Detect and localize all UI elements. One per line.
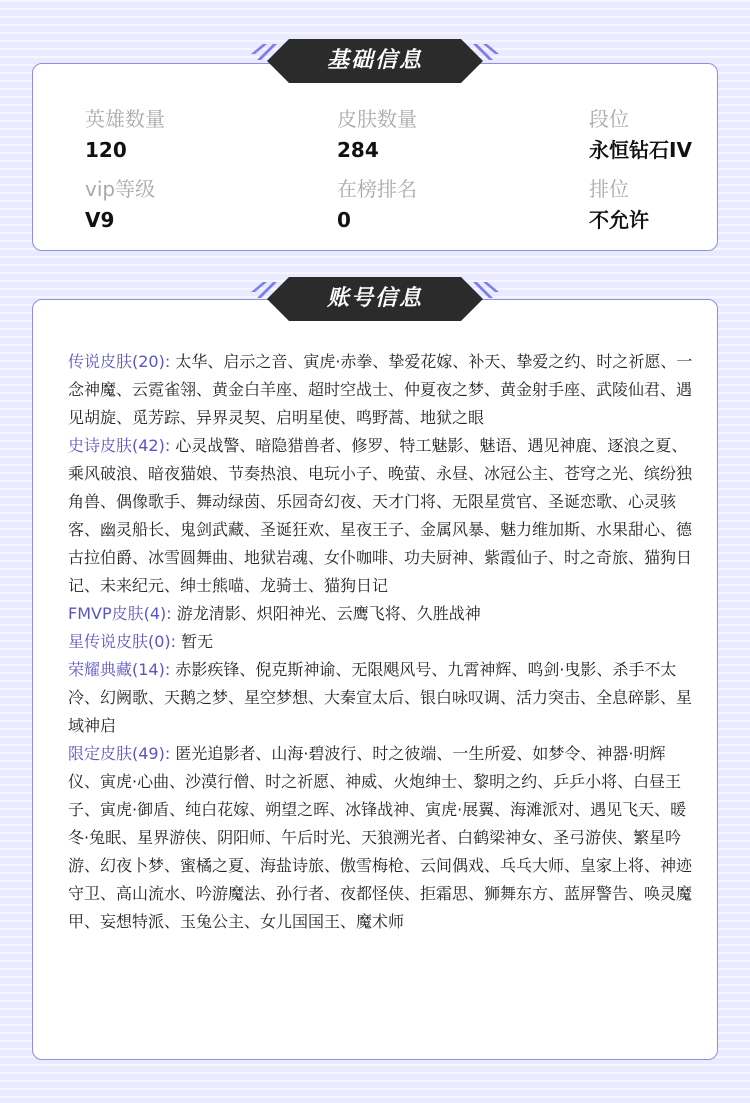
- category-label: FMVP皮肤(4):: [68, 604, 172, 623]
- stat-skin-count: [337, 106, 417, 163]
- stat-value: 不允许: [589, 208, 649, 232]
- stat-vip-level: [85, 176, 155, 233]
- skin-category-fmvp: [68, 600, 694, 628]
- section-title: 账号信息: [326, 286, 423, 311]
- stat-value: 284: [337, 138, 379, 162]
- category-items: 游龙清影、炽阳神光、云鹰飞将、久胜战神: [176, 604, 481, 623]
- stat-rank-tier: [589, 106, 692, 163]
- category-label: 星传说皮肤(0):: [68, 632, 177, 651]
- stat-value: 0: [337, 208, 351, 232]
- stat-label: 皮肤数量: [337, 107, 417, 131]
- category-items: 匿光追影者、山海·碧波行、时之彼端、一生所爱、如梦令、神器·明辉仪、寅虎·心曲、沙漠行僧、时之祈愿、神威、火炮绅士、黎明之约、乒乒小将、白昼王子、寅虎·御盾、纯白花嫁、朔望之晖、冰锋战神、寅虎·展翼、海滩派对、遇见飞天、暖冬·兔眠、星界游侠、阴阳师、午后时光、天狼溯光者、白鹤梁神女、圣弓游侠、繁星吟游、幻夜卜梦、蜜橘之夏、海盐诗旅、傲雪梅枪、云间偶戏、乓乓大师、皇家上将、神迹守卫、高山流水、吟游魔法、孙行者、夜都怪侠、拒霜思、狮舞东方、蓝屏警告、唤灵魔甲、妄想特派、玉兔公主、女儿国国王、魔术师: [68, 744, 693, 931]
- skin-category-glory-collection: [68, 656, 694, 740]
- category-items: 心灵战警、暗隐猎兽者、修罗、特工魅影、魅语、遇见神鹿、逐浪之夏、乘风破浪、暗夜猫娘、节奏热浪、电玩小子、晚萤、永昼、冰冠公主、苍穹之光、缤纷独角兽、偶像歌手、舞动绿茵、乐园奇幻夜、天才门将、无限星赏官、圣诞恋歌、心灵骇客、幽灵船长、鬼剑武藏、圣诞狂欢、星夜王子、金属风暴、魅力维加斯、水果甜心、德古拉伯爵、冰雪圆舞曲、地狱岩魂、女仆咖啡、功夫厨神、紫霞仙子、时之奇旅、猫狗日记、未来纪元、绅士熊喵、龙骑士、猫狗日记: [68, 436, 693, 595]
- stat-ranked-allowed: [589, 176, 649, 233]
- category-label: 荣耀典藏(14):: [68, 660, 171, 679]
- stat-label: 在榜排名: [337, 177, 417, 201]
- category-items: 暂无: [181, 632, 214, 651]
- skin-category-legendary: [68, 348, 694, 432]
- category-items: 赤影疾锋、倪克斯神谕、无限飓风号、九霄神辉、鸣剑·曳影、杀手不太冷、幻阙歌、天鹅之梦、星空梦想、大秦宣太后、银白咏叹调、活力突击、全息碎影、星域神启: [68, 660, 693, 735]
- basic-info-header: [247, 38, 503, 86]
- skin-category-limited: [68, 740, 694, 936]
- skin-category-epic: [68, 432, 694, 600]
- section-title: 基础信息: [326, 48, 423, 73]
- category-label: 史诗皮肤(42):: [68, 436, 171, 455]
- category-label: 限定皮肤(49):: [68, 744, 171, 763]
- stat-value: V9: [85, 208, 115, 232]
- category-items: 太华、启示之音、寅虎·赤拳、挚爱花嫁、补天、挚爱之约、时之祈愿、一念神魔、云霓雀翎、黄金白羊座、超时空战士、仲夏夜之梦、黄金射手座、武陵仙君、遇见胡旋、觅芳踪、异界灵契、启明星使、鸣野蒿、地狱之眼: [68, 352, 693, 427]
- stat-value: 120: [85, 138, 127, 162]
- skin-category-star-legend: [68, 628, 694, 656]
- stat-label: 英雄数量: [85, 107, 165, 131]
- account-info-header: [247, 276, 503, 324]
- stat-value: 永恒钻石IV: [589, 138, 692, 162]
- stat-label: 段位: [589, 107, 629, 131]
- stat-label: vip等级: [85, 177, 156, 201]
- category-label: 传说皮肤(20):: [68, 352, 171, 371]
- stat-leaderboard-rank: [337, 176, 417, 233]
- stat-hero-count: [85, 106, 165, 163]
- skin-list: [68, 348, 694, 936]
- stat-label: 排位: [589, 177, 629, 201]
